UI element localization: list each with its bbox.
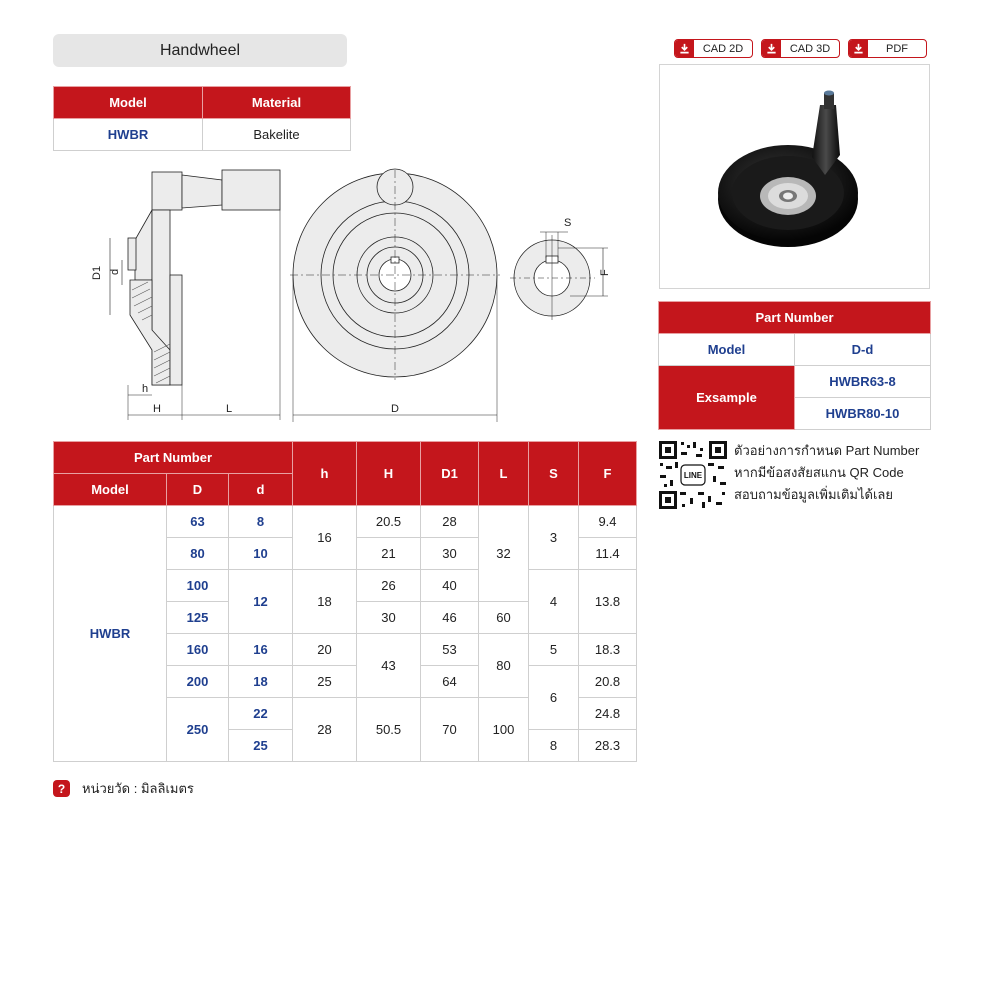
cell-L: 60 xyxy=(479,602,529,634)
model-header: Model xyxy=(54,87,203,119)
cell-H: 43 xyxy=(357,634,421,698)
cell-d: 22 xyxy=(229,698,293,730)
cell-D: 100 xyxy=(167,570,229,602)
cell-F: 20.8 xyxy=(579,666,637,698)
qr-line-3: สอบถามข้อมูลเพิ่มเติมได้เลย xyxy=(734,487,894,502)
material-value: Bakelite xyxy=(203,119,351,151)
dim-D: D xyxy=(391,403,399,415)
cell-D: 63 xyxy=(167,506,229,538)
spec-header-H: H xyxy=(357,442,421,506)
cell-d: 8 xyxy=(229,506,293,538)
dim-L: L xyxy=(226,403,233,415)
table-row xyxy=(54,506,637,538)
cell-L: 100 xyxy=(479,698,529,762)
cad-2d-label: CAD 2D xyxy=(702,42,744,55)
pn-model-label: Model xyxy=(659,334,795,366)
cell-D1: 46 xyxy=(421,602,479,634)
cell-F: 11.4 xyxy=(579,538,637,570)
cell-S: 4 xyxy=(529,570,579,634)
cad-2d-button[interactable] xyxy=(674,39,753,58)
cell-h: 18 xyxy=(293,570,357,634)
dim-F: F xyxy=(599,269,611,276)
cell-D: 250 xyxy=(167,698,229,762)
cad-3d-label: CAD 3D xyxy=(789,42,831,55)
cell-H: 26 xyxy=(357,570,421,602)
cell-D: 80 xyxy=(167,538,229,570)
cell-L: 32 xyxy=(479,506,529,602)
product-photo xyxy=(659,64,930,289)
specification-table xyxy=(53,441,637,762)
dim-h: h xyxy=(142,383,149,395)
cell-D1: 70 xyxy=(421,698,479,762)
dim-S: S xyxy=(564,217,572,229)
dim-d: d xyxy=(109,268,121,275)
help-icon[interactable]: ? xyxy=(53,780,70,797)
cell-D1: 30 xyxy=(421,538,479,570)
technical-drawing xyxy=(90,160,630,430)
cell-h: 25 xyxy=(293,666,357,698)
pn-title: Part Number xyxy=(659,302,931,334)
qr-line-label: LINE xyxy=(683,471,703,480)
pn-example-label: Exsample xyxy=(659,366,795,430)
cell-D1: 53 xyxy=(421,634,479,666)
spec-model: HWBR xyxy=(54,506,167,762)
download-icon xyxy=(762,40,781,57)
cell-H: 21 xyxy=(357,538,421,570)
cell-F: 24.8 xyxy=(579,698,637,730)
cell-S: 6 xyxy=(529,666,579,730)
handwheel-image xyxy=(660,65,929,288)
cell-F: 13.8 xyxy=(579,570,637,634)
dim-H: H xyxy=(153,403,161,415)
download-bar xyxy=(674,39,927,58)
cell-H: 30 xyxy=(357,602,421,634)
download-icon xyxy=(849,40,868,57)
model-material-table xyxy=(53,86,351,151)
cell-D1: 40 xyxy=(421,570,479,602)
cell-D: 200 xyxy=(167,666,229,698)
cell-h: 28 xyxy=(293,698,357,762)
unit-note-text: หน่วยวัด : มิลลิเมตร xyxy=(82,781,194,796)
cell-S: 3 xyxy=(529,506,579,570)
pn-example-1: HWBR63-8 xyxy=(795,366,931,398)
qr-instructions xyxy=(734,440,919,506)
cell-d: 10 xyxy=(229,538,293,570)
cell-D: 160 xyxy=(167,634,229,666)
cell-S: 5 xyxy=(529,634,579,666)
cell-S: 8 xyxy=(529,730,579,762)
cell-d: 16 xyxy=(229,634,293,666)
spec-header-h: h xyxy=(293,442,357,506)
download-icon xyxy=(675,40,694,57)
cell-L: 80 xyxy=(479,634,529,698)
pdf-label: PDF xyxy=(886,42,908,55)
cell-d: 25 xyxy=(229,730,293,762)
pdf-button[interactable] xyxy=(848,39,927,58)
qr-code-icon[interactable] xyxy=(658,440,728,510)
spec-header-D1: D1 xyxy=(421,442,479,506)
spec-header-L: L xyxy=(479,442,529,506)
cell-h: 16 xyxy=(293,506,357,570)
cell-D1: 28 xyxy=(421,506,479,538)
spec-group-header: Part Number xyxy=(54,442,293,474)
spec-header-d: d xyxy=(229,474,293,506)
unit-note xyxy=(53,778,194,799)
dim-d1: D1 xyxy=(91,265,103,280)
pn-example-2: HWBR80-10 xyxy=(795,398,931,430)
spec-header-model: Model xyxy=(54,474,167,506)
model-value: HWBR xyxy=(54,119,203,151)
qr-line-1: ตัวอย่างการกำหนด Part Number xyxy=(734,443,920,458)
cell-d: 12 xyxy=(229,570,293,634)
cell-F: 18.3 xyxy=(579,634,637,666)
cell-d: 18 xyxy=(229,666,293,698)
spec-header-D: D xyxy=(167,474,229,506)
cell-D1: 64 xyxy=(421,666,479,698)
cell-F: 9.4 xyxy=(579,506,637,538)
cell-H: 50.5 xyxy=(357,698,421,762)
spec-header-S: S xyxy=(529,442,579,506)
spec-header-F: F xyxy=(579,442,637,506)
qr-line-2: หากมีข้อสงสัยสแกน QR Code xyxy=(734,465,904,480)
material-header: Material xyxy=(203,87,351,119)
page-title: Handwheel xyxy=(53,34,347,67)
pn-format: D-d xyxy=(795,334,931,366)
cell-h: 20 xyxy=(293,634,357,666)
cell-F: 28.3 xyxy=(579,730,637,762)
part-number-example-table xyxy=(658,301,931,430)
qr-note xyxy=(658,440,938,510)
cell-D: 125 xyxy=(167,602,229,634)
cell-H: 20.5 xyxy=(357,506,421,538)
cad-3d-button[interactable] xyxy=(761,39,840,58)
